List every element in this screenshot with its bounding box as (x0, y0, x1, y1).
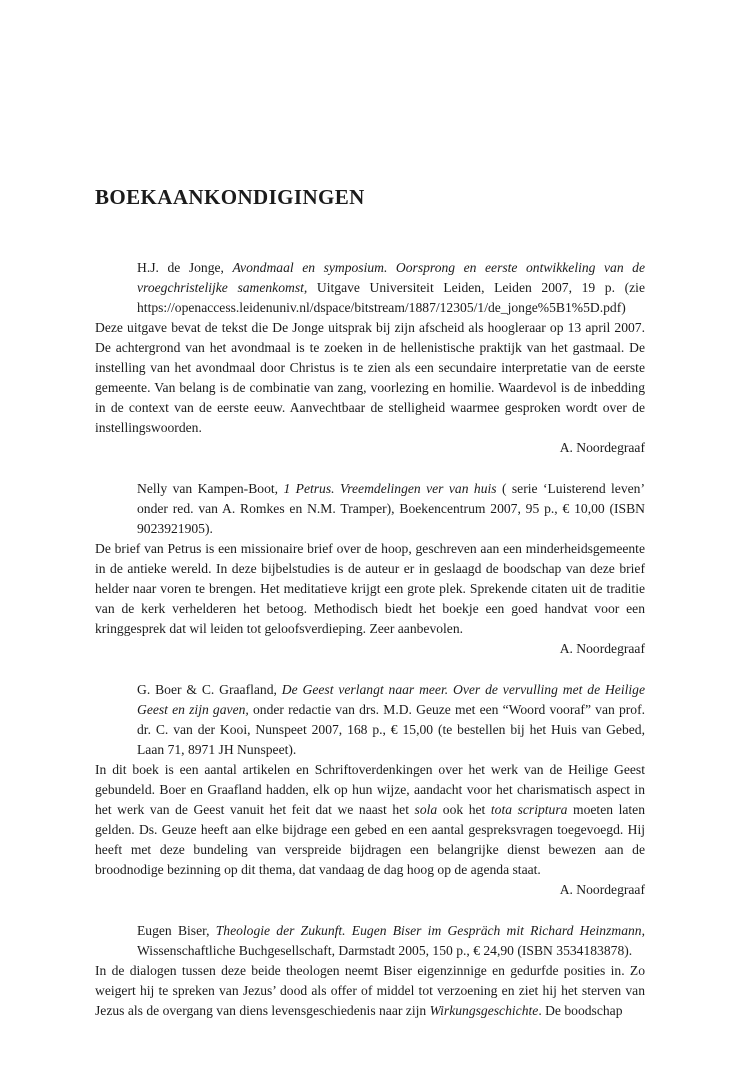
book-entry (95, 921, 645, 1021)
review-text (95, 539, 645, 639)
plain-text: moeten laten gelden. Ds. Geuze heeft aan elke bijdrage een gebed en een aantal gespreksvragen toegevoegd. Hij heeft met deze bundeling van verspreide bijdragen een belangrijke dienst bewezen aan de broodnodige bezinning op dit thema, dat vandaag de dag hoog op de agenda staat. (95, 802, 645, 877)
citation (137, 921, 645, 961)
plain-text: De brief van Petrus is een missionaire brief over de hoop, geschreven aan een minderheidsgemeente in de antieke wereld. In deze bijbelstudies is de auteur er in geslaagd de boodschap van deze brief helder naar voren te brengen. Het meditatieve krijgt een grote plek. Sprekende citaten uit de traditie van de kerk verhelderen het betoog. Methodisch biedt het boekje een goed handvat voor een kringgesprek dat wil leiden tot geloofsverdieping. Zeer aanbevolen. (95, 541, 645, 636)
plain-text: , Wissenschaftliche Buchgesellschaft, Darmstadt 2005, 150 p., € 24,90 (ISBN 3534183878). (137, 923, 645, 958)
book-entry (95, 479, 645, 659)
italic-text: tota scriptura (490, 802, 568, 817)
italic-text: Wirkungsgeschichte (429, 1003, 539, 1018)
italic-text: 1 Petrus. Vreemdelingen ver van huis (283, 481, 497, 496)
review-text (95, 961, 645, 1021)
book-entry (95, 680, 645, 900)
citation (137, 680, 645, 760)
plain-text: In de dialogen tussen deze beide theologen neemt Biser eigenzinnige en gedurfde posities in. Zo weigert hij te spreken van Jezus’ dood als offer of middel tot verzoening en ziet hij het sterven van Jezus als de overgang van diens levensgeschiedenis naar zijn (95, 963, 645, 1018)
plain-text: G. Boer & C. Graafland, (137, 682, 282, 697)
reviewer-signature: A. Noordegraaf (559, 882, 645, 897)
italic-text: Avondmaal en symposium. Oorsprong en eerste ontwikkeling van de vroegchristelijke samenkomst, (137, 260, 646, 295)
page-title: BOEKAANKONDIGINGEN (95, 185, 365, 209)
citation (137, 258, 645, 318)
italic-text: De Geest verlangt naar meer. Over de vervulling met de Heilige Geest en zijn gaven, (137, 682, 645, 717)
italic-text: sola (414, 802, 438, 817)
plain-text: Nelly van Kampen-Boot, (137, 481, 284, 496)
plain-text: Deze uitgave bevat de tekst die De Jonge uitsprak bij zijn afscheid als hoogleraar op 13 april 2007. De achtergrond van het avondmaal is te zoeken in de hellenistische praktijk van het gastmaal. De instelling van het avondmaal door Christus is te zien als een secundaire interpretatie van de eerste gemeente. Van belang is de combinatie van zang, voorlezing en homilie. Waardevol is de inbedding in de context van de eerste eeuw. Aanvechtbaar de stelligheid waarmee gesproken wordt over de instellingswoorden. (95, 320, 645, 435)
book-entry (95, 258, 645, 458)
review-text (95, 318, 645, 438)
reviewer-signature: A. Noordegraaf (559, 641, 645, 656)
plain-text: H.J. de Jonge, (137, 260, 233, 275)
plain-text: . De boodschap (538, 1003, 623, 1018)
italic-text: Theologie der Zukunft. Eugen Biser im Gespräch mit Richard Heinzmann (215, 923, 642, 938)
plain-text: ook het (437, 802, 491, 817)
plain-text: Uitgave Universiteit Leiden, Leiden 2007, 19 p. (zie https://openaccess.leidenuniv.nl/dspace/bitstream/1887/12305/1/de_jonge%5B1%5D.pdf) (137, 280, 645, 315)
plain-text: ( serie ‘Luisterend leven’ onder red. van A. Romkes en N.M. Tramper), Boekencentrum 2007, 95 p., € 10,00 (ISBN 9023921905). (137, 481, 645, 536)
plain-text: onder redactie van drs. M.D. Geuze met een “Woord vooraf” van prof. dr. C. van der Kooi, Nunspeet 2007, 168 p., € 15,00 (te bestellen bij het Huis van Gebed, Laan 71, 8971 JH Nunspeet). (137, 702, 645, 757)
reviewer-signature: A. Noordegraaf (559, 440, 645, 455)
review-text (95, 760, 645, 880)
plain-text: In dit boek is een aantal artikelen en Schriftoverdenkingen over het werk van de Heilige Geest gebundeld. Boer en Graafland hadden, elk op hun wijze, aandacht voor het charismatisch aspect in het werk van de Geest vanuit het feit dat we naast het (95, 762, 645, 817)
citation (137, 479, 645, 539)
plain-text: Eugen Biser, (137, 923, 216, 938)
book-entries (95, 258, 645, 1021)
